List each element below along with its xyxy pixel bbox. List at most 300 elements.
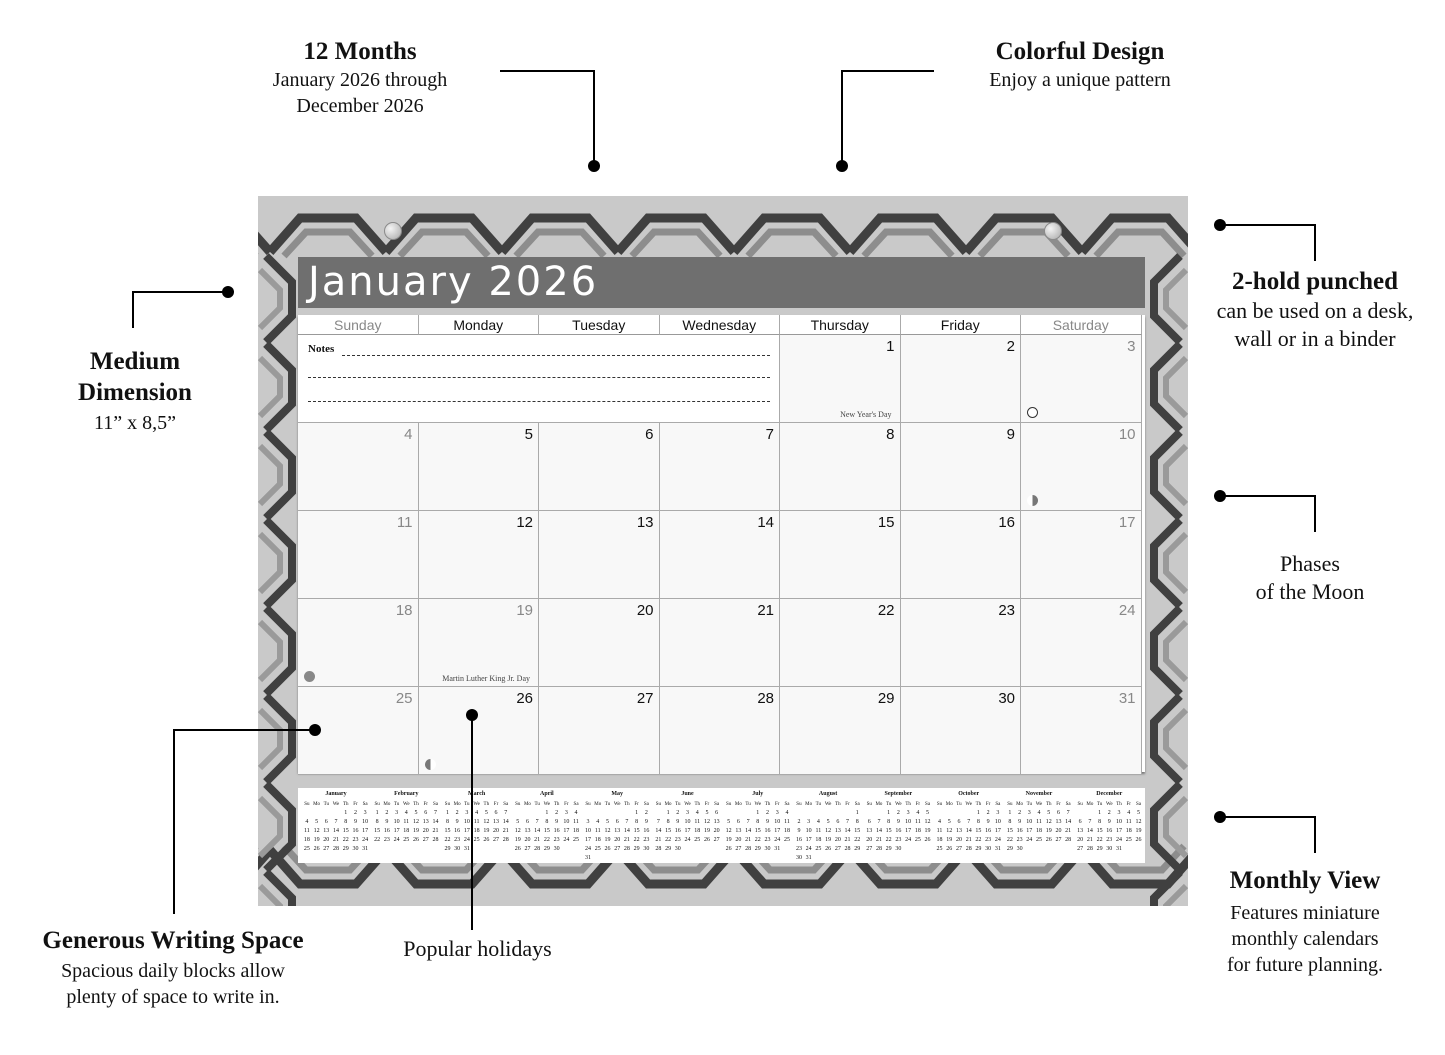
mini-weekday: Sa [503,802,509,807]
mini-weekday: Tu [464,802,470,807]
mini-month-name: March [467,791,486,797]
mini-day: 1 [976,810,980,816]
mini-weekday: Sa [362,802,368,807]
mini-day: 14 [333,828,339,834]
mini-day: 23 [383,837,390,843]
holiday-label: Martin Luther King Jr. Day [442,674,530,683]
mini-day: 24 [463,837,470,843]
mini-weekday: Tu [885,802,892,807]
mini-weekday: We [1035,802,1043,807]
mini-day: 25 [594,846,601,852]
mini-day: 8 [1008,819,1012,825]
mini-day: 13 [1055,819,1062,825]
mini-day: 18 [594,837,601,843]
mini-weekday: Su [866,802,872,807]
mini-day: 20 [955,837,962,843]
mini-day: 24 [1116,837,1123,843]
mini-day: 4 [475,810,479,816]
mini-day: 4 [695,810,699,816]
mini-day: 6 [867,819,871,825]
mini-day: 28 [623,846,630,852]
mini-day: 29 [1006,846,1013,852]
mini-day: 12 [604,828,611,834]
weekday-header: Tuesday [539,315,660,335]
mini-day: 14 [844,828,851,834]
mini-day: 14 [534,828,541,834]
mini-day: 17 [563,828,570,834]
mini-day: 1 [545,810,549,816]
mini-day: 27 [866,846,873,852]
mini-day: 18 [936,837,943,843]
mini-weekday: Mo [594,802,602,807]
connector-monthly-view [1220,817,1315,853]
mini-day: 8 [666,819,670,825]
mini-day: 14 [432,819,439,825]
callout-title: Dimension [78,379,192,406]
day-number: 30 [998,690,1015,707]
mini-day: 17 [1026,828,1033,834]
mini-day: 11 [914,819,921,825]
mini-day: 28 [333,846,339,852]
mini-day: 17 [774,828,781,834]
mini-day: 28 [655,846,662,852]
mini-day: 6 [957,819,961,825]
mini-day: 12 [946,828,953,834]
connector-dot [309,724,321,736]
mini-weekday: Th [553,802,560,807]
mini-day: 19 [1045,828,1052,834]
mini-day: 29 [1096,846,1103,852]
mini-weekday: Tu [604,802,611,807]
mini-day: 7 [334,819,338,825]
mini-day: 9 [766,819,770,825]
mini-day: 20 [735,837,742,843]
mini-day: 4 [1037,810,1041,816]
mini-day: 22 [885,837,892,843]
mini-weekday: Su [585,802,591,807]
mini-day: 14 [1065,819,1072,825]
mini-day: 29 [885,846,892,852]
day-number: 18 [395,602,413,619]
mini-day: 6 [525,819,529,825]
mini-day: 27 [955,846,962,852]
mini-day: 4 [938,819,942,825]
day-number: 29 [877,690,895,707]
mini-day: 28 [965,846,972,852]
mini-day: 2 [1107,810,1111,816]
mini-day: 8 [375,819,379,825]
mini-day: 27 [614,846,621,852]
mini-day: 16 [1016,828,1023,834]
mini-day: 22 [1006,837,1013,843]
mini-day: 8 [1098,819,1102,825]
mini-month-name: April [540,791,554,797]
mini-weekday: Tu [956,802,962,807]
mini-day: 14 [745,828,752,834]
mini-day: 27 [735,846,742,852]
mini-day: 10 [563,819,570,825]
day-number: 13 [636,514,654,531]
mini-weekday: Tu [534,802,540,807]
mini-day: 23 [985,837,992,843]
mini-day: 18 [573,828,580,834]
mini-day: 25 [403,837,410,843]
mini-day: 1 [375,810,379,816]
mini-day: 12 [825,828,832,834]
mini-day: 25 [815,846,822,852]
mini-weekday: Su [796,802,802,807]
weekday-header: Monday [419,315,540,335]
mini-day: 17 [684,828,691,834]
mini-day: 9 [1107,819,1111,825]
day-number: 4 [404,426,413,443]
day-number: 10 [1118,426,1136,443]
mini-weekday: We [1106,802,1113,807]
mini-weekday: Su [374,802,380,807]
mini-day: 9 [676,819,680,825]
mini-day: 30 [764,846,771,852]
mini-day: 11 [594,828,601,834]
mini-weekday: We [613,802,621,807]
mini-day: 11 [1036,819,1042,825]
mini-day: 15 [754,828,761,834]
mini-day: 2 [986,810,990,816]
holiday-label: New Year's Day [840,410,892,419]
mini-weekday: Sa [925,802,931,807]
mini-day: 29 [854,846,861,852]
mini-month-name: September [884,791,913,797]
mini-day: 5 [414,810,418,816]
day-number: 17 [1118,514,1136,531]
mini-day: 29 [754,846,761,852]
mini-day: 29 [444,846,451,852]
mini-day: 20 [614,837,621,843]
mini-day: 10 [463,819,470,825]
day-number: 22 [877,602,895,619]
mini-day: 22 [543,837,550,843]
mini-day: 7 [1088,819,1092,825]
mini-day: 2 [644,810,648,816]
mini-day: 13 [1077,828,1084,834]
mini-day: 28 [875,846,882,852]
mini-day: 30 [895,846,902,852]
mini-day: 17 [362,828,369,834]
connector-dot [836,160,848,172]
mini-day: 13 [955,828,962,834]
callout-text: of the Moon [1255,579,1365,604]
callout-title: 2-hold punched [1231,268,1399,295]
mini-day: 31 [805,855,812,861]
mini-weekday: We [403,802,410,807]
mini-day: 3 [363,810,367,816]
mini-day: 21 [502,828,509,834]
mini-weekday: We [965,802,972,807]
mini-day: 5 [315,819,319,825]
mini-day: 4 [1127,810,1131,816]
mini-day: 19 [483,828,490,834]
mini-day: 26 [413,837,420,843]
callout-text: Phases [1280,551,1340,576]
mini-day: 14 [502,819,509,825]
mini-day: 15 [374,828,381,834]
mini-day: 17 [393,828,400,834]
mini-day: 26 [483,837,490,843]
mini-weekday: Tu [1096,802,1103,807]
mini-weekday: Tu [393,802,400,807]
mini-day: 5 [947,819,951,825]
mini-day: 22 [665,837,672,843]
mini-day: 1 [1008,810,1012,816]
mini-day: 18 [303,837,310,843]
day-number: 11 [396,514,413,531]
connector-dot [222,286,234,298]
mini-month-name: October [958,791,980,797]
mini-day: 6 [494,810,498,816]
mini-month-name: May [611,791,624,797]
mini-day: 8 [756,819,760,825]
mini-weekday: Sa [432,802,438,807]
mini-month-name: February [394,791,419,797]
mini-day: 5 [727,819,731,825]
mini-day: 21 [1086,837,1093,843]
mini-weekday: We [332,802,340,807]
mini-day: 11 [573,819,579,825]
mini-day: 20 [866,837,873,843]
mini-day: 7 [1066,810,1070,816]
mini-day: 15 [342,828,349,834]
mini-day: 17 [463,828,470,834]
day-number: 28 [757,690,774,707]
mini-day: 18 [403,828,410,834]
mini-day: 26 [825,846,832,852]
mini-day: 13 [422,819,429,825]
mini-day: 6 [424,810,428,816]
mini-day: 25 [1125,837,1132,843]
mini-day: 15 [633,828,640,834]
mini-day: 17 [905,828,912,834]
mini-day: 25 [694,837,701,843]
mini-day: 23 [795,846,802,852]
mini-day: 26 [725,846,732,852]
mini-month-name: July [752,791,764,797]
mini-day: 23 [895,837,902,843]
mini-weekday: Fr [634,802,639,807]
mini-day: 8 [545,819,549,825]
callout-title: Generous Writing Space [42,927,304,954]
mini-day: 1 [666,810,670,816]
mini-month-name: November [1025,791,1053,797]
mini-day: 4 [916,810,920,816]
mini-day: 28 [1086,846,1093,852]
callout-text: monthly calendars [1231,928,1379,950]
mini-month-name: June [681,791,694,797]
mini-month-name: August [818,791,838,797]
mini-day: 18 [1125,828,1132,834]
mini-weekday: Fr [915,802,921,807]
mini-day: 19 [725,837,732,843]
mini-day: 31 [994,846,1001,852]
mini-day: 31 [585,855,592,861]
mini-weekday: Fr [353,802,358,807]
mini-weekday: Fr [564,802,569,807]
mini-weekday: We [754,802,762,807]
mini-day: 12 [313,828,320,834]
mini-day: 27 [1077,846,1084,852]
mini-day: 23 [674,837,681,843]
mini-day: 14 [655,828,662,834]
mini-day: 5 [926,810,930,816]
mini-day: 10 [994,819,1001,825]
mini-day: 19 [825,837,832,843]
mini-day: 21 [623,837,630,843]
day-number: 25 [395,690,413,707]
mini-day: 11 [473,819,480,825]
mini-day: 6 [615,819,619,825]
mini-weekday: Th [1045,802,1052,807]
mini-day: 10 [362,819,369,825]
mini-day: 3 [906,810,910,816]
mini-weekday: We [473,802,480,807]
connector-medium-dimension [133,292,228,328]
mini-day: 26 [946,846,953,852]
mini-day: 12 [1045,819,1052,825]
mini-weekday: Sa [995,802,1001,807]
callout-text: Popular holidays [403,936,552,961]
mini-weekday: Mo [1086,802,1094,807]
day-number: 15 [877,514,895,531]
day-number: 8 [886,426,895,443]
mini-day: 30 [795,855,802,861]
day-number: 6 [645,426,654,443]
mini-day: 2 [1018,810,1022,816]
mini-weekday: Th [413,802,419,807]
mini-weekday: We [895,802,902,807]
connector-colorful-design [842,71,934,166]
mini-day: 25 [914,837,921,843]
mini-day: 6 [1056,810,1060,816]
day-number: 31 [1118,690,1136,707]
mini-day: 14 [965,828,972,834]
mini-day: 25 [783,837,790,843]
mini-weekday: Mo [664,802,672,807]
mini-day: 11 [1125,819,1132,825]
mini-day: 10 [684,819,691,825]
mini-day: 18 [815,837,822,843]
mini-weekday: Th [694,802,700,807]
mini-day: 2 [353,810,357,816]
callout-title: Colorful Design [995,38,1165,65]
mini-day: 20 [524,837,531,843]
month-title: January 2026 [308,259,599,305]
day-number: 3 [1127,338,1136,355]
mini-day: 27 [834,846,841,852]
mini-day: 23 [1106,837,1113,843]
mini-weekday: Sa [1065,802,1071,807]
mini-day: 20 [323,837,330,843]
day-number: 21 [757,602,774,619]
day-number: 12 [516,514,533,531]
mini-day: 21 [745,837,752,843]
mini-weekday: Mo [453,802,461,807]
mini-day: 7 [625,819,629,825]
mini-day: 26 [313,846,320,852]
weekday-header: Sunday [298,315,419,335]
connector-dot [1214,219,1226,231]
mini-day: 21 [844,837,851,843]
mini-day: 15 [444,828,451,834]
mini-day: 30 [352,846,359,852]
mini-day: 12 [703,819,710,825]
mini-day: 27 [1055,837,1062,843]
mini-day: 17 [1116,828,1123,834]
mini-day: 1 [445,810,449,816]
mini-day: 24 [362,837,369,843]
mini-day: 31 [463,846,470,852]
mini-day: 7 [433,810,437,816]
mini-weekday: Sa [854,802,860,807]
mini-day: 29 [975,846,982,852]
mini-day: 3 [996,810,1000,816]
mini-weekday: Mo [1016,802,1024,807]
mini-day: 12 [1135,819,1142,825]
mini-day: 30 [553,846,560,852]
mini-day: 12 [514,828,521,834]
day-number: 20 [636,602,654,619]
mini-day: 26 [1045,837,1052,843]
mini-weekday: Tu [675,802,681,807]
mini-month-name: January [325,791,347,797]
mini-day: 16 [553,828,560,834]
mini-day: 31 [362,846,369,852]
mini-weekday: Su [304,802,310,807]
mini-weekday: Fr [704,802,710,807]
mini-day: 28 [502,837,509,843]
mini-day: 21 [965,837,972,843]
mini-day: 23 [643,837,650,843]
mini-day: 17 [805,837,812,843]
mini-weekday: Sa [784,802,790,807]
mini-day: 2 [797,819,801,825]
mini-day: 25 [473,837,480,843]
callout-text: Spacious daily blocks allow [61,960,285,982]
mini-day: 22 [633,837,640,843]
mini-day: 18 [783,828,790,834]
mini-day: 29 [633,846,640,852]
mini-month-name: December [1096,791,1123,797]
connector-moon-phases [1220,496,1315,532]
mini-day: 1 [344,810,348,816]
mini-weekday: Mo [875,802,883,807]
mini-day: 20 [1077,837,1084,843]
mini-day: 30 [454,846,461,852]
mini-day: 25 [1036,837,1042,843]
mini-day: 16 [895,828,902,834]
mini-day: 15 [975,828,982,834]
mini-day: 26 [604,846,611,852]
mini-day: 13 [493,819,500,825]
mini-weekday: Mo [313,802,321,807]
mini-day: 11 [403,819,410,825]
day-number: 9 [1006,426,1015,443]
mini-day: 15 [1096,828,1103,834]
mini-day: 19 [703,828,710,834]
mini-weekday: Th [764,802,771,807]
mini-weekday: Sa [573,802,579,807]
callout-text: plenty of space to write in. [66,986,280,1008]
mini-day: 1 [855,810,859,816]
mini-day: 22 [444,837,451,843]
callout-text: 11” x 8,5” [93,412,176,434]
